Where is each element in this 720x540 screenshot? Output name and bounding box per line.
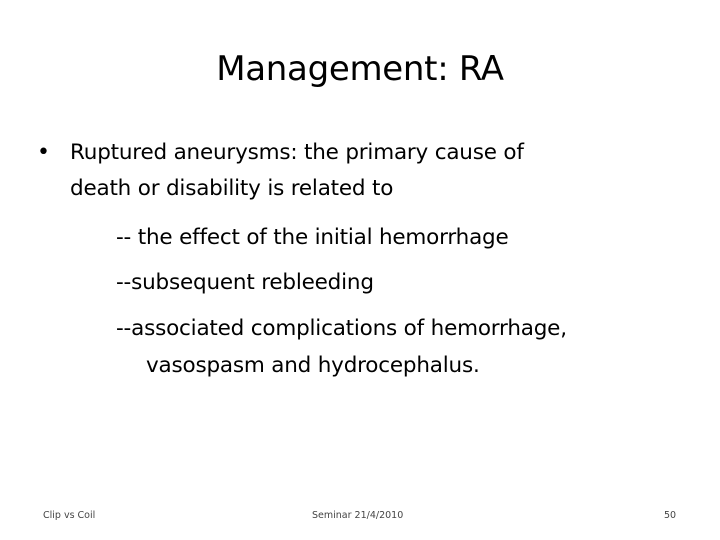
footer-left: Clip vs Coil bbox=[43, 510, 96, 521]
slide-number: 50 bbox=[664, 510, 677, 521]
bullet-line-2: death or disability is related to bbox=[70, 176, 394, 201]
bullet-line-1: Ruptured aneurysms: the primary cause of bbox=[70, 140, 524, 165]
sub-item-effect: -- the effect of the initial hemorrhage bbox=[116, 225, 509, 250]
bullet-marker: • bbox=[37, 140, 50, 165]
sub-item-complications: --associated complications of hemorrhage, bbox=[116, 316, 567, 341]
sub-item-complications-cont: vasospasm and hydrocephalus. bbox=[146, 353, 480, 378]
sub-item-rebleeding: --subsequent rebleeding bbox=[116, 270, 374, 295]
footer-center: Seminar 21/4/2010 bbox=[312, 510, 404, 521]
slide-title: Management: RA bbox=[216, 49, 504, 89]
